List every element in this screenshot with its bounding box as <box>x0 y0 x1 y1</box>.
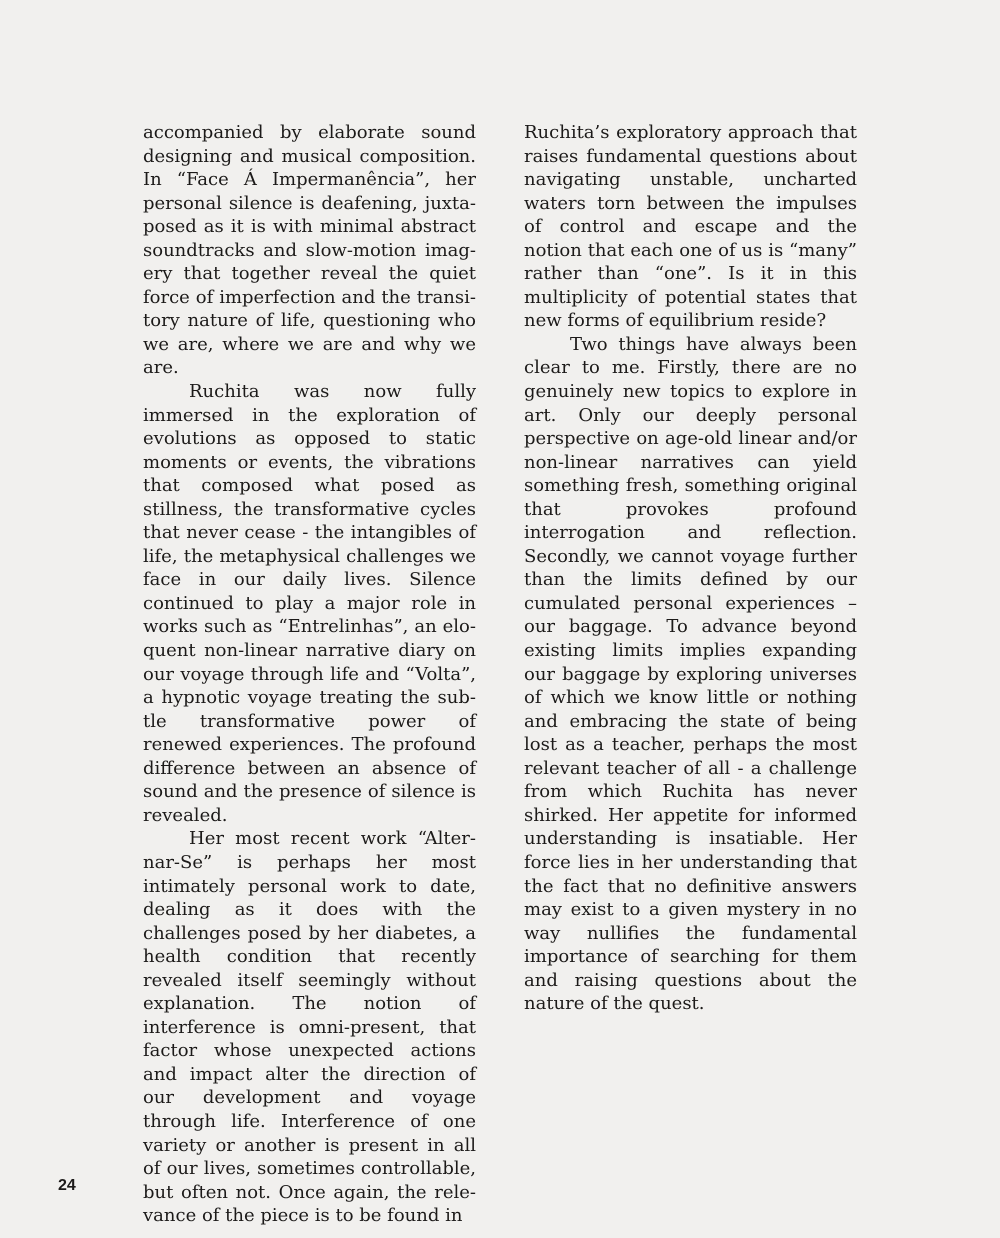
page-number: 24 <box>58 1177 76 1194</box>
paragraph: Her most recent work “Alternar-Se” is perhaps her most intimately personal work to date, dealing as it does with the challenges posed by her diabetes, a health condition that recently revealed itself seemingly without explanation. The notion of interference is omni-present, that factor whose unexpected actions and impact alter the direction of our development and voyage through life. Interference of one variety or another is present in all of our lives, sometimes controllable, but often not. Once again, the relevance of the piece is to be found in <box>143 828 476 1227</box>
paragraph: accompanied by elaborate sound designing and musical composition. In “Face Á Impermanência”, her personal silence is deafening, juxtaposed as it is with minimal abstract soundtracks and slow-motion imagery that together reveal the quiet force of imperfection and the transitory nature of life, questioning who we are, where we are and why we are. <box>143 122 476 379</box>
right-text-column <box>524 121 857 1016</box>
paragraph: Ruchita was now fully immersed in the exploration of evolutions as opposed to static moments or events, the vibrations that composed what posed as stillness, the transformative cycles that never cease - the intangibles of life, the metaphysical challenges we face in our daily lives. Silence continued to play a major role in works such as “Entrelinhas”, an eloquent non-linear narrative diary on our voyage through life and “Volta”, a hypnotic voyage treating the subtle transformative power of renewed experiences. The profound difference between an absence of sound and the presence of silence is revealed. <box>143 381 476 826</box>
paragraph: Ruchita’s exploratory approach that raises fundamental questions about navigating unstable, uncharted waters torn between the impulses of control and escape and the notion that each one of us is “many” rather than “one”. Is it in this multiplicity of potential states that new forms of equilibrium reside? <box>524 122 857 332</box>
paragraph: Two things have always been clear to me. Firstly, there are no genuinely new topics to explore in art. Only our deeply personal perspective on age-old linear and/or non-linear narratives can yield something fresh, something original that provokes profound interrogation and reflection. Secondly, we cannot voyage further than the limits defined by our cumulated personal experiences – our baggage. To advance beyond existing limits implies expanding our baggage by exploring universes of which we know little or nothing and embracing the state of being lost as a teacher, perhaps the most relevant teacher of all - a challenge from which Ruchita has never shirked. Her appetite for informed understanding is insatiable. Her force lies in her understanding that the fact that no definitive answers may exist to a given mystery in no way nullifies the fundamental importance of searching for them and raising questions about the nature of the quest. <box>524 333 857 1015</box>
left-text-column <box>143 121 476 1228</box>
